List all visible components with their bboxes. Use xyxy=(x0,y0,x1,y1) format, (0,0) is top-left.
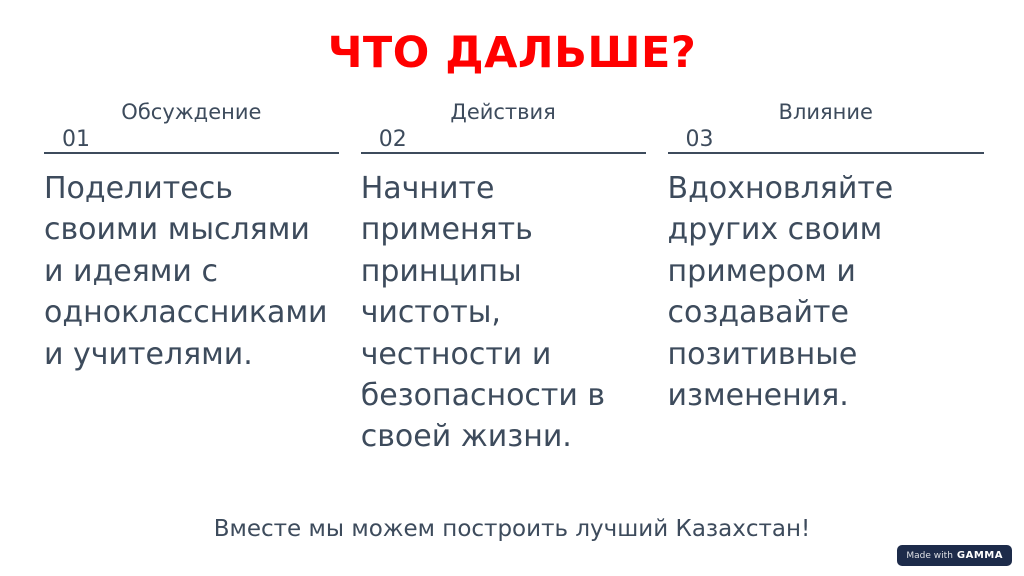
footer-text: Вместе мы можем построить лучший Казахстан! xyxy=(213,516,811,542)
made-with-gamma-badge[interactable] xyxy=(897,545,1012,566)
column-actions xyxy=(361,100,668,458)
page-title: ЧТО ДАЛЬШЕ? xyxy=(327,28,697,78)
columns-container xyxy=(0,100,1024,458)
badge-brand-label: GAMMA xyxy=(956,550,1003,561)
column-divider xyxy=(668,126,984,154)
column-body: Начните применять принципы чистоты, честности и безопасности в своей жизни. xyxy=(360,171,606,455)
column-divider xyxy=(361,126,646,154)
column-number: 01 xyxy=(62,127,90,152)
column-divider xyxy=(44,126,339,154)
column-heading: Обсуждение xyxy=(121,100,262,124)
column-body: Вдохновляйте других своим примером и создавайте позитивные изменения. xyxy=(667,171,894,413)
column-heading: Действия xyxy=(450,100,556,124)
column-body: Поделитесь своими мыслями и идеями с одноклассниками и учителями. xyxy=(44,171,328,372)
column-discussion xyxy=(44,100,361,375)
column-impact xyxy=(668,100,984,416)
column-number: 02 xyxy=(378,127,407,152)
column-heading: Влияние xyxy=(778,100,873,124)
column-number: 03 xyxy=(685,127,714,152)
badge-made-with-label: Made with xyxy=(906,550,953,561)
